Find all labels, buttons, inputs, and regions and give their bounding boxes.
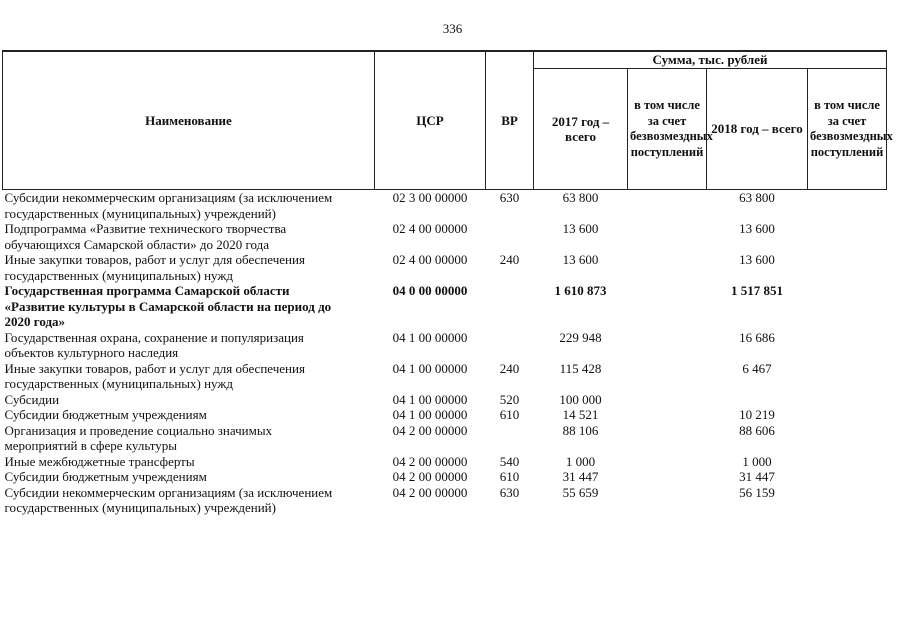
row-name: Государственная программа Самарской области «Развитие культуры в Самарской области на период до 2020 года» [4,283,332,329]
table-row [3,407,887,423]
row-name: Субсидии некоммерческим организациям (за исключением государственных (муниципальных) учреждений) [4,190,333,221]
row-csr: 02 3 00 00000 [392,190,468,205]
row-name: Субсидии бюджетным учреждениям [4,469,207,484]
row-free-2018 [808,330,887,361]
row-csr: 04 2 00 00000 [392,484,468,500]
row-vr [486,423,534,454]
table-row [3,190,887,222]
row-sum-2018: 31 447 [739,469,775,484]
row-csr: 02 4 00 00000 [392,252,468,267]
row-vr: 630 [499,484,520,500]
row-sum-2018: 63 800 [739,190,775,205]
row-vr: 610 [499,407,520,422]
header-total-2017: 2017 год – всего [534,69,628,190]
table-row-program [3,283,887,330]
row-free-2017 [628,252,707,283]
row-sum-2017: 31 447 [562,469,599,484]
row-sum-2017: 100 000 [559,391,602,407]
row-sum-2018: 1 517 851 [731,283,783,298]
row-csr: 04 1 00 00000 [392,360,468,376]
row-free-2017 [628,221,707,252]
row-csr: 04 1 00 00000 [392,407,468,422]
row-sum-2018: 6 467 [742,360,772,376]
row-free-2018 [808,392,887,408]
header-sum-group: Сумма, тыс. рублей [534,51,887,69]
row-csr: 04 1 00 00000 [392,329,468,345]
row-free-2017 [628,392,707,408]
header-total-2018: 2018 год – всего [707,69,808,190]
row-free-2018 [808,252,887,283]
row-csr: 04 1 00 00000 [392,391,468,407]
row-vr: 540 [499,453,520,469]
row-free-2018 [808,454,887,470]
row-free-2018 [808,423,887,454]
row-vr: 240 [499,360,520,376]
row-free-2018 [808,221,887,252]
row-name: Организация и проведение социально значимых мероприятий в сфере культуры [4,422,273,453]
row-free-2018 [808,190,887,222]
row-vr: 630 [499,190,520,205]
row-vr: 520 [499,391,520,407]
table-row [3,423,887,454]
header-name: Наименование [3,51,375,190]
row-csr: 04 2 00 00000 [392,453,468,469]
row-free-2018 [808,485,887,516]
row-free-2017 [628,330,707,361]
row-sum-2018: 13 600 [739,252,775,267]
row-free-2017 [628,190,707,222]
row-free-2018 [808,283,887,330]
row-sum-2017: 14 521 [562,407,599,422]
row-csr: 04 2 00 00000 [392,469,468,484]
table-row [3,454,887,470]
row-free-2017 [628,361,707,392]
row-name: Иные межбюджетные трансферты [4,453,195,469]
budget-table [2,50,893,516]
row-vr [486,221,534,252]
table-row [3,252,887,283]
row-sum-2018: 13 600 [739,221,775,236]
row-sum-2017: 13 600 [562,252,599,267]
page-number: 336 [442,21,463,36]
row-sum-2018: 88 606 [739,422,775,438]
row-sum-2018 [707,392,808,408]
row-sum-2017: 1 000 [565,453,596,469]
row-name: Субсидии бюджетным учреждениям [4,407,207,422]
row-csr: 04 2 00 00000 [392,422,468,438]
table-row [3,469,887,485]
row-free-2018 [808,469,887,485]
row-sum-2017: 88 106 [562,422,599,438]
table-row [3,361,887,392]
header-free-2017: в том числе за счет безвозмездных поступлений [628,69,707,190]
row-name: Иные закупки товаров, работ и услуг для обеспечения государственных (муниципальных) нужд [4,360,305,391]
row-csr: 02 4 00 00000 [392,221,468,236]
row-vr [486,330,534,361]
header-free-2018: в том числе за счет безвозмездных поступлений [808,69,887,190]
table-row [3,221,887,252]
row-vr: 240 [499,252,520,267]
row-vr: 610 [499,469,520,484]
row-csr: 04 0 00 00000 [392,283,468,298]
row-sum-2017: 55 659 [562,484,599,500]
row-sum-2017: 1 610 873 [554,283,607,298]
row-free-2017 [628,407,707,423]
header-csr: ЦСР [375,51,486,190]
row-sum-2018: 56 159 [739,484,775,500]
row-name: Подпрограмма «Развитие технического творчества обучающихся Самарской области» до 2020 года [4,221,287,252]
row-name: Субсидии некоммерческим организациям (за исключением государственных (муниципальных) учреждений) [4,484,333,515]
row-name: Государственная охрана, сохранение и популяризация объектов культурного наследия [4,329,304,360]
row-free-2017 [628,485,707,516]
row-free-2017 [628,283,707,330]
table-row [3,330,887,361]
row-vr [486,283,534,330]
row-free-2017 [628,454,707,470]
row-sum-2018: 16 686 [739,329,775,345]
row-name: Субсидии [4,391,60,407]
row-sum-2018: 10 219 [739,407,775,422]
row-sum-2017: 229 948 [559,329,602,345]
row-sum-2018: 1 000 [742,453,772,469]
row-sum-2017: 63 800 [562,190,599,205]
row-free-2018 [808,361,887,392]
row-sum-2017: 115 428 [559,360,602,376]
row-sum-2017: 13 600 [562,221,599,236]
table-row [3,485,887,516]
row-name: Иные закупки товаров, работ и услуг для обеспечения государственных (муниципальных) нужд [4,252,305,283]
table-row [3,392,887,408]
row-free-2017 [628,469,707,485]
row-free-2017 [628,423,707,454]
header-vr: ВР [486,51,534,190]
row-free-2018 [808,407,887,423]
